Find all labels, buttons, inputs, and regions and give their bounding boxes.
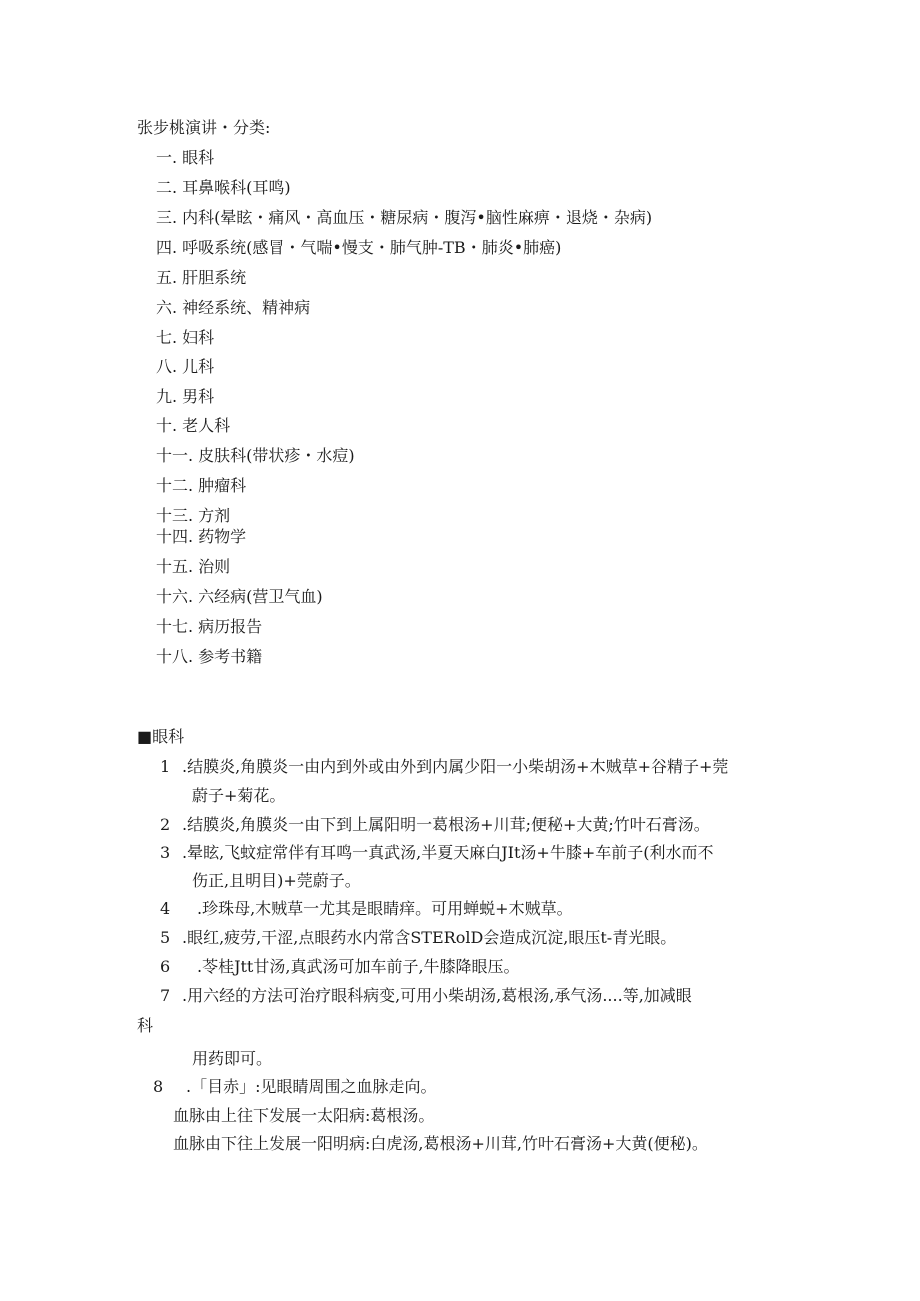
category-item-3: 三. 内科(晕眩・痛风・高血压・糖尿病・腹泻•脑性麻痹・退烧・杂病) <box>156 208 653 227</box>
eye-item-2-text: .结膜炎,角膜炎一由下到上属阳明一葛根汤+川茸;便秘+大黄;竹叶石膏汤。 <box>182 815 710 834</box>
eye-item-4-number: 4 <box>160 899 171 918</box>
eye-item-3-number: 3 <box>160 843 171 862</box>
eye-item-2-number: 2 <box>160 815 171 834</box>
eye-item-6-number: 6 <box>160 957 171 976</box>
eye-item-8-number: 8 <box>153 1077 164 1096</box>
category-item-13: 十三. 方剂 <box>156 506 231 525</box>
category-item-12: 十二. 肿瘤科 <box>156 476 247 495</box>
eye-item-3-text-cont: 伤正,且明目)+莞蔚子。 <box>192 871 361 890</box>
category-item-5: 五. 肝胆系统 <box>156 268 247 287</box>
section-title-eye: ■眼科 <box>137 727 185 746</box>
category-item-11: 十一. 皮肤科(带状疹・水痘) <box>156 446 355 465</box>
eye-item-1-text: .结膜炎,角膜炎一由内到外或由外到内属少阳一小柴胡汤+木贼草+谷精子+莞 <box>182 757 729 776</box>
category-item-6: 六. 神经系统、精神病 <box>156 298 311 317</box>
eye-item-8-text: .「目赤」:见眼睛周围之血脉走向。 <box>186 1077 437 1096</box>
category-item-8: 八. 儿科 <box>156 357 215 376</box>
eye-item-3-text: .晕眩,飞蚊症常伴有耳鸣一真武汤,半夏天麻白JIt汤+牛膝+车前子(利水而不 <box>182 843 714 862</box>
eye-item-4-text: .珍珠母,木贼草一尤其是眼睛痒。可用蝉蜕+木贼草。 <box>197 899 573 918</box>
category-item-17: 十七. 病历报告 <box>156 617 263 636</box>
document-heading: 张步桃演讲・分类: <box>137 118 271 137</box>
category-item-2: 二. 耳鼻喉科(耳鸣) <box>156 178 291 197</box>
category-item-9: 九. 男科 <box>156 387 215 406</box>
eye-item-5-text: .眼红,疲劳,干涩,点眼药水内常含STERolD会造成沉淀,眼压t-青光眼。 <box>182 928 677 947</box>
eye-item-8-sub-2: 血脉由下往上发展一阳明病:白虎汤,葛根汤+川茸,竹叶石膏汤+大黄(便秘)。 <box>173 1134 708 1153</box>
category-item-7: 七. 妇科 <box>156 328 215 347</box>
eye-item-5-number: 5 <box>160 928 171 947</box>
eye-item-7-text: .用六经的方法可治疗眼科病变,可用小柴胡汤,葛根汤,承气汤....等,加减眼 <box>182 986 692 1005</box>
eye-item-8-sub-1: 血脉由上往下发展一太阳病:葛根汤。 <box>173 1106 435 1125</box>
category-item-18: 十八. 参考书籍 <box>156 647 263 666</box>
category-item-1: 一. 眼科 <box>156 148 215 167</box>
eye-item-7-text-wrap: 科 <box>137 1016 154 1035</box>
category-item-4: 四. 呼吸系统(感冒・气喘•慢支・肺气肿-TB・肺炎•肺癌) <box>156 238 562 257</box>
eye-item-7-number: 7 <box>160 986 171 1005</box>
eye-item-1-text-cont: 蔚子+菊花。 <box>192 786 286 805</box>
category-item-16: 十六. 六经病(营卫气血) <box>156 587 323 606</box>
category-item-15: 十五. 治则 <box>156 557 231 576</box>
category-item-14: 十四. 药物学 <box>156 527 247 546</box>
eye-item-1-number: 1 <box>160 757 171 776</box>
eye-item-7-text-cont: 用药即可。 <box>192 1049 273 1068</box>
category-item-10: 十. 老人科 <box>156 416 231 435</box>
eye-item-6-text: .苓桂Jtt甘汤,真武汤可加车前子,牛膝降眼压。 <box>197 957 520 976</box>
